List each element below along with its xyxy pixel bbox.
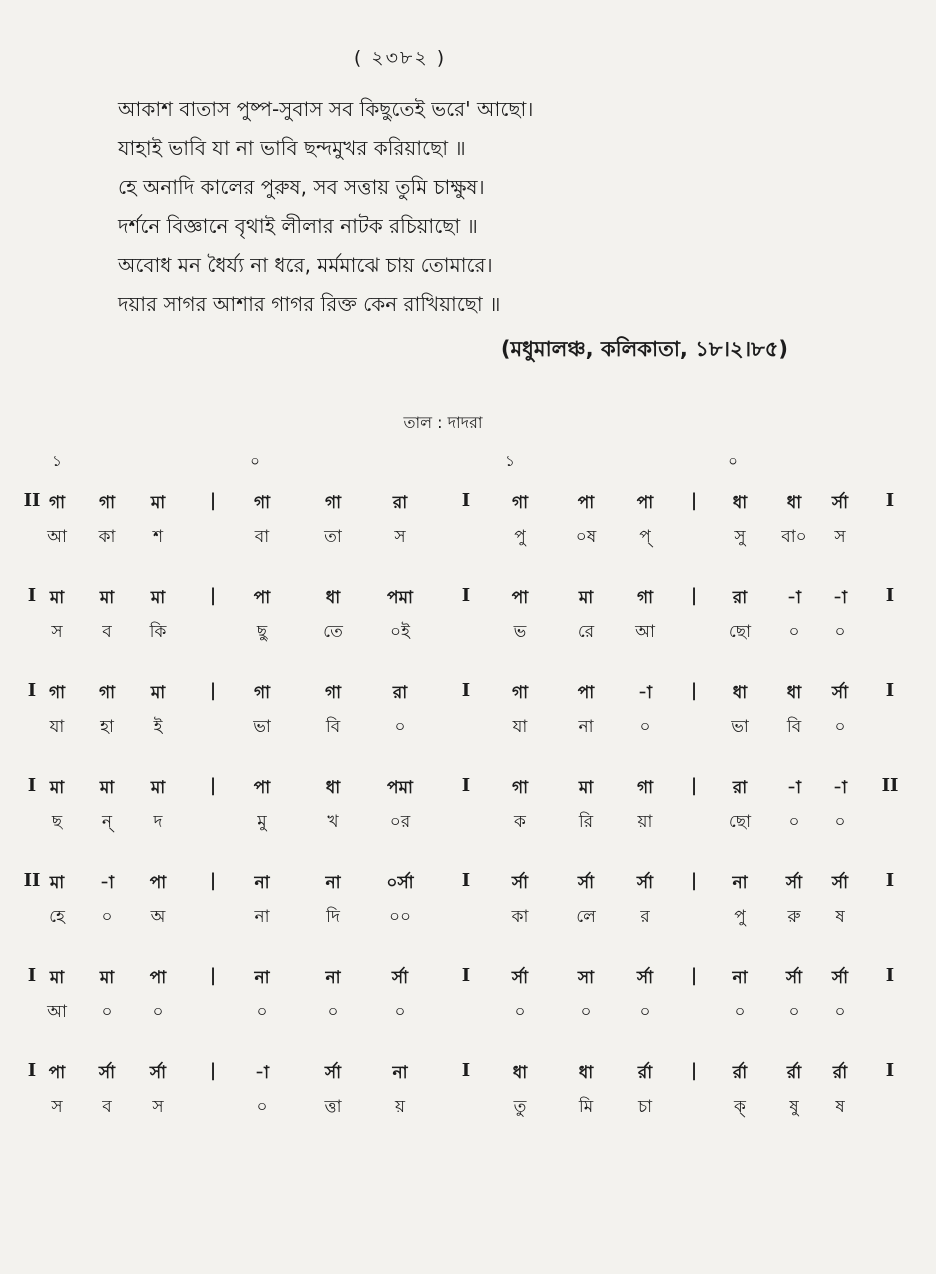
bar-line: | <box>209 870 217 891</box>
note: না <box>325 873 341 893</box>
lyric-syllable: ০ <box>101 1002 113 1022</box>
note: না <box>732 873 748 893</box>
note: মা <box>99 778 115 798</box>
lyric-syllable: অ <box>150 907 166 927</box>
lyric-syllable: ন্ <box>101 812 113 832</box>
lyric-syllable: প্ <box>639 527 651 547</box>
lyric-syllable: য়া <box>637 812 653 832</box>
lyric-syllable: স <box>51 622 63 642</box>
bar-line: I <box>885 1060 895 1081</box>
note: গা <box>324 493 342 513</box>
note: পমা <box>387 588 413 608</box>
bar-line: I <box>461 585 471 606</box>
lyric-syllable: ব <box>102 1097 112 1117</box>
bar-line: | <box>209 680 217 701</box>
note: পা <box>636 493 654 513</box>
lyric-syllable: পু <box>514 527 526 547</box>
note: পমা <box>387 778 413 798</box>
verse-line: আকাশ বাতাস পুষ্প-সুবাস সব কিছুতেই ভরে' আছো। <box>118 97 534 121</box>
note: পা <box>149 873 167 893</box>
bar-line: I <box>885 490 895 511</box>
bar-line: | <box>690 1060 698 1081</box>
lyric-row <box>0 619 936 655</box>
note: মা <box>150 683 166 703</box>
bar-line: | <box>690 965 698 986</box>
note: মা <box>578 588 594 608</box>
notation-row <box>0 490 936 526</box>
note: র্সা <box>831 968 849 988</box>
lyric-syllable: রি <box>578 812 594 832</box>
bar-line: | <box>209 490 217 511</box>
lyric-syllable: আ <box>635 622 655 642</box>
note: না <box>392 1063 408 1083</box>
bar-line: | <box>690 680 698 701</box>
note: -া <box>638 683 652 703</box>
notation-row <box>0 680 936 716</box>
note: পা <box>577 683 595 703</box>
note: -া <box>833 588 847 608</box>
note: মা <box>49 588 65 608</box>
lyric-syllable: ০ <box>256 1002 268 1022</box>
note: সা <box>577 968 595 988</box>
verse-line: হে অনাদি কালের পুরুষ, সব সত্তায় তুমি চাক্ষুষ। <box>118 175 485 199</box>
note: র্রা <box>637 1063 653 1083</box>
note: গা <box>324 683 342 703</box>
note: মা <box>49 873 65 893</box>
notation-row <box>0 870 936 906</box>
beat-mark: ১ <box>505 452 515 470</box>
lyric-syllable: ০ <box>639 717 651 737</box>
lyric-syllable: দ <box>153 812 163 832</box>
lyric-syllable: য় <box>394 1097 406 1117</box>
lyric-syllable: ০ <box>580 1002 592 1022</box>
note: গা <box>511 683 529 703</box>
note: পা <box>149 968 167 988</box>
note: গা <box>48 683 66 703</box>
note: রা <box>732 778 748 798</box>
note: র্রা <box>732 1063 748 1083</box>
lyric-syllable: দি <box>326 907 340 927</box>
note: মা <box>49 778 65 798</box>
note: পা <box>577 493 595 513</box>
lyric-syllable: ক <box>514 812 526 832</box>
note: ধা <box>786 683 802 703</box>
lyric-syllable: রু <box>787 907 801 927</box>
lyric-syllable: ০০ <box>388 907 412 927</box>
bar-line: I <box>461 490 471 511</box>
note: -া <box>787 778 801 798</box>
note: -া <box>100 873 114 893</box>
beat-mark: ০ <box>728 452 738 470</box>
note: গা <box>98 493 116 513</box>
lyric-syllable: ষ <box>835 907 845 927</box>
note: ধা <box>512 1063 528 1083</box>
lyric-syllable: ক্ <box>734 1097 746 1117</box>
lyric-syllable: ০ <box>327 1002 339 1022</box>
note: র্সা <box>831 683 849 703</box>
lyric-syllable: তু <box>513 1097 527 1117</box>
lyric-syllable: ০র <box>389 812 411 832</box>
note: র্সা <box>391 968 409 988</box>
note: ধা <box>732 683 748 703</box>
lyric-syllable: বি <box>325 717 341 737</box>
note: মা <box>150 493 166 513</box>
lyric-syllable: যা <box>512 717 528 737</box>
lyric-syllable: ভা <box>253 717 271 737</box>
lyric-syllable: ০ <box>834 1002 846 1022</box>
note: না <box>254 873 270 893</box>
lyric-syllable: ই <box>153 717 163 737</box>
verse-line: অবোধ মন ধৈর্য্য না ধরে, মর্মমাঝে চায় তোমারে। <box>118 253 493 277</box>
lyric-syllable: লে <box>576 907 596 927</box>
bar-line: | <box>209 775 217 796</box>
lyric-syllable: স <box>51 1097 63 1117</box>
lyric-syllable: চা <box>637 1097 653 1117</box>
bar-line: I <box>461 775 471 796</box>
note: র্সা <box>831 873 849 893</box>
note: র্সা <box>785 968 803 988</box>
lyric-row <box>0 999 936 1035</box>
taal-heading: তাল : দাদরা <box>403 413 483 432</box>
bar-line: II <box>23 870 41 891</box>
note: মা <box>150 588 166 608</box>
lyric-syllable: মু <box>257 812 267 832</box>
note: র্সা <box>636 873 654 893</box>
lyric-row <box>0 524 936 560</box>
note: গা <box>253 683 271 703</box>
lyric-syllable: র <box>640 907 650 927</box>
note: ০র্সা <box>386 873 414 893</box>
note: না <box>325 968 341 988</box>
note: ধা <box>732 493 748 513</box>
note: র্সা <box>831 493 849 513</box>
lyric-syllable: বি <box>786 717 802 737</box>
note: মা <box>99 588 115 608</box>
verse-block <box>118 90 838 324</box>
lyric-syllable: ০ <box>394 1002 406 1022</box>
lyric-syllable: স <box>834 527 846 547</box>
lyric-syllable: ০ <box>394 717 406 737</box>
note: গা <box>48 493 66 513</box>
lyric-syllable: ছ <box>51 812 63 832</box>
lyric-syllable: শ <box>152 527 164 547</box>
bar-line: I <box>885 965 895 986</box>
lyric-syllable: ছো <box>728 812 752 832</box>
lyric-syllable: কি <box>149 622 167 642</box>
note: -া <box>833 778 847 798</box>
lyric-syllable: ০ <box>734 1002 746 1022</box>
note: মা <box>99 968 115 988</box>
lyric-syllable: তে <box>323 622 343 642</box>
lyric-syllable: সু <box>734 527 746 547</box>
lyric-syllable: তা <box>324 527 342 547</box>
note: গা <box>98 683 116 703</box>
note: রা <box>392 683 408 703</box>
bar-line: | <box>690 870 698 891</box>
lyric-syllable: ষু <box>789 1097 799 1117</box>
note: গা <box>636 778 654 798</box>
note: র্সা <box>785 873 803 893</box>
bar-line: | <box>690 585 698 606</box>
note: গা <box>511 778 529 798</box>
note: ধা <box>325 588 341 608</box>
bar-line: I <box>885 870 895 891</box>
note: গা <box>511 493 529 513</box>
note: রা <box>392 493 408 513</box>
lyric-syllable: ০ <box>788 622 800 642</box>
verse-line: দর্শনে বিজ্ঞানে বৃথাই লীলার নাটক রচিয়াছো ॥ <box>118 214 478 238</box>
note: রা <box>732 588 748 608</box>
note: ধা <box>578 1063 594 1083</box>
bar-line: I <box>461 870 471 891</box>
lyric-syllable: ০ <box>788 1002 800 1022</box>
bar-line: | <box>209 585 217 606</box>
note: মা <box>150 778 166 798</box>
source-citation: (মধুমালঞ্চ, কলিকাতা, ১৮।২।৮৫) <box>500 337 788 361</box>
note: গা <box>636 588 654 608</box>
lyric-syllable: কা <box>98 527 116 547</box>
notation-row <box>0 775 936 811</box>
note: -া <box>787 588 801 608</box>
notation-row <box>0 585 936 621</box>
bar-line: I <box>27 1060 37 1081</box>
lyric-syllable: ছো <box>728 622 752 642</box>
note: পা <box>511 588 529 608</box>
bar-line: | <box>690 490 698 511</box>
lyric-syllable: ০ই <box>390 622 410 642</box>
lyric-row <box>0 904 936 940</box>
beat-mark: ০ <box>250 452 260 470</box>
bar-line: I <box>885 680 895 701</box>
lyric-syllable: মি <box>578 1097 594 1117</box>
note: র্রা <box>786 1063 802 1083</box>
lyric-syllable: আ <box>47 527 67 547</box>
note: পা <box>48 1063 66 1083</box>
bar-line: | <box>690 775 698 796</box>
lyric-syllable: খ <box>327 812 339 832</box>
bar-line: I <box>885 585 895 606</box>
bar-line: I <box>27 680 37 701</box>
lyric-syllable: পু <box>734 907 746 927</box>
lyric-syllable: আ <box>47 1002 67 1022</box>
bar-line: | <box>209 1060 217 1081</box>
lyric-syllable: হে <box>49 907 65 927</box>
note: র্সা <box>511 873 529 893</box>
lyric-syllable: ০ষ <box>575 527 597 547</box>
verse-line: যাহাই ভাবি যা না ভাবি ছন্দমুখর করিয়াছো ॥ <box>118 136 466 160</box>
lyric-syllable: ব <box>102 622 112 642</box>
bar-line: II <box>881 775 899 796</box>
lyric-row <box>0 714 936 750</box>
lyric-syllable: ০ <box>834 717 846 737</box>
bar-line: I <box>27 965 37 986</box>
note: মা <box>578 778 594 798</box>
note: র্সা <box>324 1063 342 1083</box>
lyric-syllable: ছু <box>256 622 268 642</box>
note: র্সা <box>577 873 595 893</box>
bar-line: I <box>461 1060 471 1081</box>
notation-row <box>0 1060 936 1096</box>
lyric-syllable: স <box>394 527 406 547</box>
beat-markers <box>0 450 936 472</box>
lyric-syllable: ভা <box>731 717 749 737</box>
note: ধা <box>325 778 341 798</box>
notation-row <box>0 965 936 1001</box>
page-number: ( ২৩৮২ ) <box>353 47 447 69</box>
beat-mark: ১ <box>52 452 62 470</box>
lyric-syllable: ষ <box>835 1097 845 1117</box>
lyric-syllable: স <box>152 1097 164 1117</box>
note: -া <box>255 1063 269 1083</box>
lyric-syllable: বা <box>254 527 270 547</box>
note: র্সা <box>636 968 654 988</box>
bar-line: I <box>27 585 37 606</box>
note: র্রা <box>832 1063 848 1083</box>
lyric-row <box>0 1094 936 1130</box>
lyric-syllable: ০ <box>256 1097 268 1117</box>
lyric-syllable: ০ <box>788 812 800 832</box>
bar-line: I <box>27 775 37 796</box>
note: গা <box>253 493 271 513</box>
bar-line: I <box>461 680 471 701</box>
note: ধা <box>786 493 802 513</box>
lyric-syllable: ০ <box>834 812 846 832</box>
lyric-syllable: ০ <box>639 1002 651 1022</box>
lyric-syllable: ০ <box>834 622 846 642</box>
lyric-syllable: হা <box>100 717 114 737</box>
note: র্সা <box>511 968 529 988</box>
lyric-syllable: বা০ <box>781 527 807 547</box>
verse-line: দয়ার সাগর আশার গাগর রিক্ত কেন রাখিয়াছো ॥ <box>118 292 501 316</box>
note: পা <box>253 588 271 608</box>
lyric-syllable: যা <box>49 717 65 737</box>
bar-line: II <box>23 490 41 511</box>
lyric-syllable: রে <box>577 622 595 642</box>
note: না <box>732 968 748 988</box>
lyric-syllable: ০ <box>514 1002 526 1022</box>
lyric-syllable: ০ <box>152 1002 164 1022</box>
lyric-syllable: না <box>578 717 594 737</box>
note: মা <box>49 968 65 988</box>
lyric-syllable: ০ <box>101 907 113 927</box>
bar-line: | <box>209 965 217 986</box>
lyric-syllable: ত্তা <box>324 1097 342 1117</box>
note: র্সা <box>98 1063 116 1083</box>
bar-line: I <box>461 965 471 986</box>
lyric-syllable: ভ <box>513 622 527 642</box>
lyric-syllable: না <box>254 907 270 927</box>
note: পা <box>253 778 271 798</box>
note: না <box>254 968 270 988</box>
lyric-row <box>0 809 936 845</box>
lyric-syllable: কা <box>511 907 529 927</box>
note: র্সা <box>149 1063 167 1083</box>
